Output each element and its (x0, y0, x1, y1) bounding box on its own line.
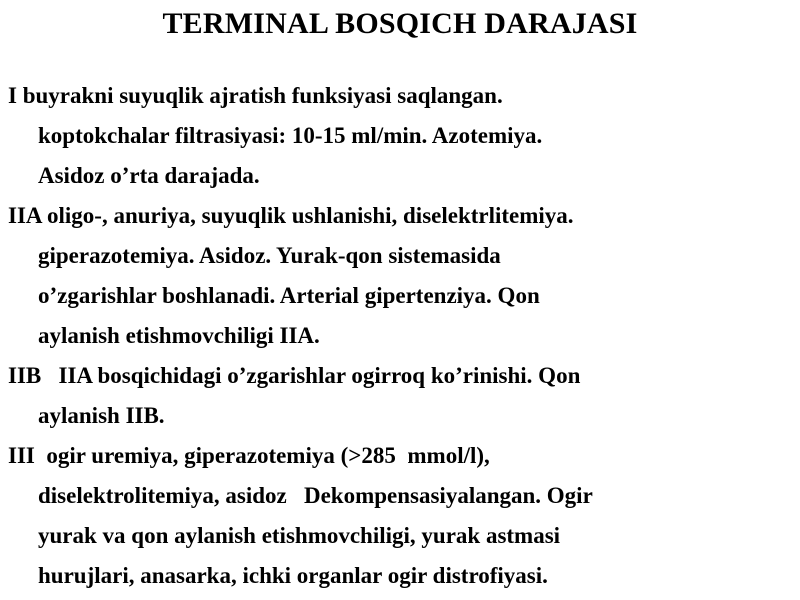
stage-line: diselektrolitemiya, asidoz Dekompensasiyalangan. Ogir (38, 483, 593, 508)
stage-line: Asidoz o’rta darajada. (38, 163, 260, 188)
slide-title: TERMINAL BOSQICH DARAJASI (162, 7, 638, 40)
stage-line: o’zgarishlar boshlanadi. Arterial gipertenziya. Qon (38, 283, 540, 308)
stage-text: IIA bosqichidagi o’zgarishlar ogirroq ko’rinishi. Qon (47, 363, 581, 388)
stage-item-iib (8, 356, 794, 436)
stage-line: aylanish IIB. (38, 403, 165, 428)
stage-line: aylanish etishmovchiligi IIA. (38, 323, 320, 348)
stage-text: ogir uremiya, giperazotemiya (>285 mmol/l), (40, 443, 490, 468)
stage-line: giperazotemiya. Asidoz. Yurak-qon sistemasida (38, 243, 501, 268)
stage-label: IIB (8, 363, 42, 388)
stage-item-i (8, 76, 794, 196)
stage-line (8, 196, 794, 236)
stage-text: oligo-, anuriya, suyuqlik ushlanishi, diselektrlitemiya. (47, 203, 574, 228)
stage-label: IIA (8, 203, 42, 228)
stage-line: yurak va qon aylanish etishmovchiligi, yurak astmasi (38, 523, 561, 548)
stage-line (8, 76, 794, 116)
stage-line: koptokchalar filtrasiyasi: 10-15 ml/min. Azotemiya. (38, 123, 543, 148)
stage-line (8, 356, 794, 396)
stage-item-iia (8, 196, 794, 356)
stage-label: I (8, 83, 17, 108)
stage-line (8, 436, 794, 476)
stage-text: buyrakni suyuqlik ajratish funksiyasi saqlangan. (22, 83, 503, 108)
stage-item-iii (8, 436, 794, 596)
stage-list (8, 76, 794, 596)
stage-label: III (8, 443, 35, 468)
stage-line: hurujlari, anasarka, ichki organlar ogir distrofiyasi. (38, 563, 548, 588)
